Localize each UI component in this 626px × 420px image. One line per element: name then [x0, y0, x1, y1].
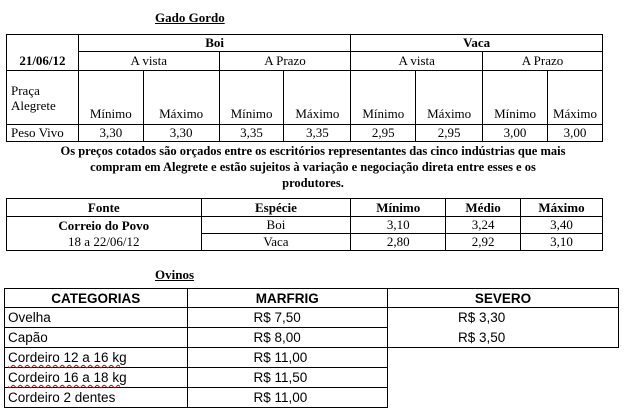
- col-header-medio: Médio: [446, 199, 521, 217]
- vaca-a-vista-header: A vista: [351, 52, 483, 71]
- max-header: Máximo: [284, 71, 351, 125]
- col-header-especie: Espécie: [201, 199, 351, 217]
- col-header-categorias: CATEGORIAS: [5, 289, 188, 308]
- col-header-minimo: Mínimo: [351, 199, 446, 217]
- especie-cell: Boi: [201, 217, 351, 234]
- minimo-cell: 2,80: [351, 234, 446, 251]
- marfrig-cell: R$ 7,50: [187, 308, 387, 328]
- min-header: Mínimo: [483, 71, 548, 125]
- marfrig-cell: R$ 11,00: [187, 388, 387, 408]
- col-header-fonte: Fonte: [7, 199, 202, 217]
- col-header-marfrig: MARFRIG: [187, 289, 387, 308]
- severo-table: [387, 288, 619, 348]
- source-period: 18 a 22/06/12: [68, 233, 140, 249]
- severo-cell: R$ 3,30: [388, 308, 619, 328]
- categoria-cell: [5, 368, 188, 388]
- source-name: Correio do Povo: [58, 217, 150, 233]
- marfrig-cell: R$ 11,00: [187, 348, 387, 368]
- maximo-cell: 3,10: [521, 234, 603, 251]
- price-cell: 3,00: [547, 125, 602, 142]
- price-cell: 3,30: [78, 125, 143, 142]
- medio-cell: 2,92: [446, 234, 521, 251]
- price-cell: 2,95: [416, 125, 483, 142]
- min-header: Mínimo: [219, 71, 284, 125]
- note-line: compram em Alegrete e estão sujeitos à variação e negociação direta entre esses e os: [90, 160, 536, 174]
- max-header: Máximo: [547, 71, 602, 125]
- medio-cell: 3,24: [446, 217, 521, 234]
- categoria-cell: Cordeiro 2 dentes: [5, 388, 188, 408]
- vaca-header: Vaca: [351, 35, 603, 52]
- praca-line2: Alegrete: [11, 97, 56, 113]
- marfrig-cell: R$ 8,00: [187, 328, 387, 348]
- note-paragraph: [0, 143, 626, 191]
- praca-label: [7, 71, 79, 125]
- praca-line1: Praça: [11, 82, 40, 98]
- categoria-text: Cordeiro 12 a 16 kg: [8, 350, 127, 365]
- price-cell: 3,30: [143, 125, 219, 142]
- max-header: Máximo: [416, 71, 483, 125]
- marfrig-cell: R$ 11,50: [187, 368, 387, 388]
- minimo-cell: 3,10: [351, 217, 446, 234]
- min-header: Mínimo: [78, 71, 143, 125]
- price-cell: 3,35: [284, 125, 351, 142]
- gado-gordo-table: [6, 34, 603, 142]
- maximo-cell: 3,40: [521, 217, 603, 234]
- categoria-text: Cordeiro 16 a 18 kg: [8, 370, 127, 385]
- gado-gordo-title: Gado Gordo: [155, 10, 225, 25]
- max-header: Máximo: [143, 71, 219, 125]
- peso-vivo-label: Peso Vivo: [7, 125, 79, 142]
- especie-cell: Vaca: [201, 234, 351, 251]
- min-header: Mínimo: [351, 71, 416, 125]
- severo-cell: R$ 3,50: [388, 328, 619, 348]
- boi-a-vista-header: A vista: [78, 52, 219, 71]
- ovinos-title: Ovinos: [155, 267, 195, 282]
- categoria-cell: Capão: [5, 328, 188, 348]
- price-cell: 3,00: [483, 125, 548, 142]
- boi-a-prazo-header: A Prazo: [219, 52, 351, 71]
- note-line: produtores.: [282, 176, 344, 190]
- ovinos-table: [4, 288, 388, 408]
- price-cell: 2,95: [351, 125, 416, 142]
- source-cell: [7, 217, 202, 251]
- vaca-a-prazo-header: A Prazo: [483, 52, 603, 71]
- correio-table: [6, 198, 603, 251]
- categoria-cell: Ovelha: [5, 308, 188, 328]
- col-header-maximo: Máximo: [521, 199, 603, 217]
- col-header-severo: SEVERO: [388, 289, 619, 308]
- note-line: Os preços cotados são orçados entre os escritórios representantes das cinco indústrias que mais: [60, 144, 566, 158]
- boi-header: Boi: [78, 35, 350, 52]
- date-cell: 21/06/12: [7, 35, 79, 71]
- price-cell: 3,35: [219, 125, 284, 142]
- categoria-cell: [5, 348, 188, 368]
